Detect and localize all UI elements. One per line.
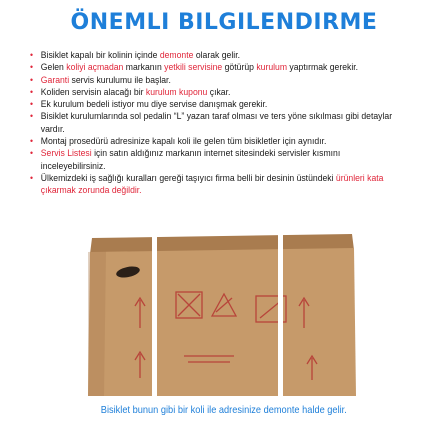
highlight-text: Garanti [40, 74, 70, 86]
highlight-text: ürünleri kata çıkarmak zorunda değildir. [40, 172, 384, 197]
bullet-icon: • [30, 136, 34, 148]
item-text: Gelen [40, 62, 67, 74]
info-list-item [30, 87, 397, 99]
highlight-text: demonte [159, 50, 194, 61]
item-text: Bisiklet kapalı bir kolinin içinde [40, 50, 160, 61]
item-text: götürüp [222, 62, 257, 74]
cardboard-box-photo [84, 228, 360, 398]
box-strap-left [152, 234, 157, 398]
info-list-item [30, 136, 397, 148]
item-text: markanın [123, 62, 165, 74]
bullet-icon: • [30, 148, 34, 160]
item-text: yaptırmak gerekir. [287, 62, 359, 74]
highlight-text: Servis Listesi [40, 148, 92, 160]
info-list-item [30, 75, 397, 87]
bullet-icon: • [30, 172, 34, 184]
photo-caption-text: Bisiklet bunun gibi bir koli ile adresinize demonte halde gelir. [100, 404, 348, 416]
photo-caption [0, 404, 448, 416]
bullet-icon: • [30, 74, 34, 86]
bullet-icon: • [30, 99, 34, 111]
box-strap-right [278, 232, 283, 398]
item-text: Ek kurulum bedeli istiyor mu diye servise danışmak gerekir. [40, 99, 268, 111]
item-text: servis kurulumu ile başlar. [69, 74, 171, 86]
highlight-text: kurulum [256, 62, 288, 74]
item-text: için satın aldığınız markanın internet sitesindeki servisler kısmını inceleyebilirsiniz. [40, 148, 341, 172]
info-list-item [30, 62, 397, 74]
highlight-text: yetkili servisine [164, 62, 223, 74]
info-list [30, 50, 397, 198]
info-list-item [30, 50, 397, 62]
bullet-icon: • [30, 86, 34, 98]
bullet-icon: • [30, 62, 34, 74]
item-text: çıkar. [207, 86, 231, 98]
bullet-icon: • [30, 111, 34, 123]
item-text: olarak gelir. [193, 50, 240, 61]
info-list-item [30, 111, 397, 136]
item-text: Montaj prosedürü adresinize kapalı koli ile gelen tüm bisikletler için aynıdır. [40, 136, 327, 148]
highlight-text: koliyi açmadan [66, 62, 124, 74]
page-title: ÖNEMLI BILGILENDIRME [70, 10, 378, 35]
info-list-item [30, 173, 397, 198]
bullet-icon: • [30, 50, 34, 61]
info-list-item [30, 148, 397, 173]
highlight-text: kurulum kuponu [145, 86, 208, 98]
box-side-shade [88, 251, 106, 396]
item-text: Ülkemizdeki iş sağlığı kuralları gereği taşıyıcı firma belli bir desinin üstündeki [40, 172, 336, 184]
item-text: Bisiklet kurulumlarında sol pedalin “L” yazan taraf olması ve ters yöne sıkılması gibi detaylar vardır. [40, 111, 393, 135]
item-text: Koliden servisin alacağı bir [40, 86, 146, 98]
info-list-item [30, 99, 397, 111]
